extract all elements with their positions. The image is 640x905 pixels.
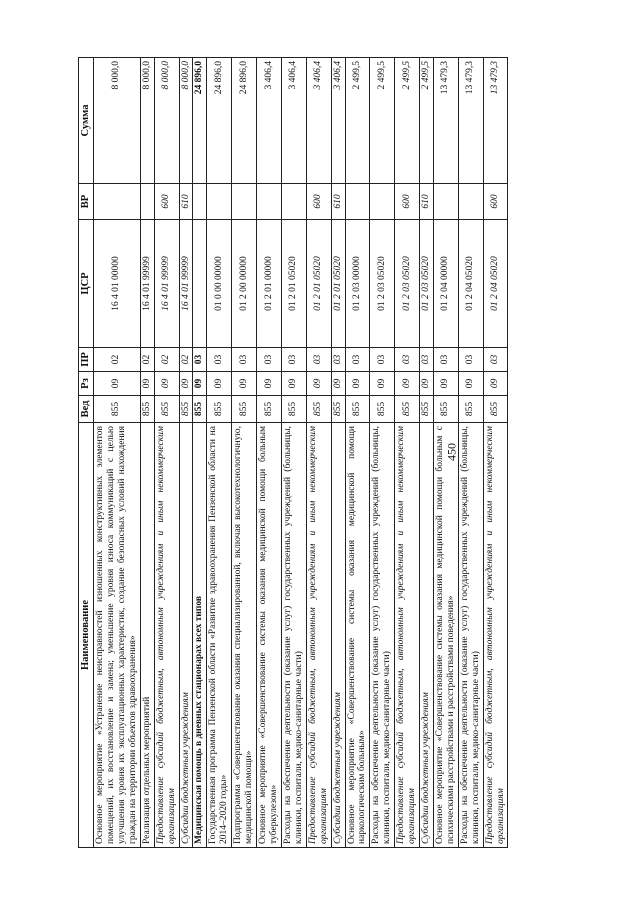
cell-vr: 610 <box>420 184 434 220</box>
cell-pr: 03 <box>433 348 458 372</box>
header-row <box>79 58 94 848</box>
cell-name: Предоставление субсидий бюджетным, автономным учреждениям и иным некоммерческим организациям <box>483 423 508 848</box>
table-body <box>94 58 508 848</box>
table-row <box>433 58 458 848</box>
cell-ved: 855 <box>94 396 141 423</box>
header-csr: ЦСР <box>79 220 94 348</box>
cell-pr: 03 <box>207 348 232 372</box>
header-vr: ВР <box>79 184 94 220</box>
cell-rz: 09 <box>94 372 141 396</box>
cell-csr <box>193 220 207 348</box>
cell-name: Основное мероприятие «Совершенствование системы оказания медицинской помощи больным с психическими расстройствами и расстройствами поведения» <box>433 423 458 848</box>
cell-vr <box>193 184 207 220</box>
table-row <box>306 58 331 848</box>
table-row <box>281 58 306 848</box>
cell-ved: 855 <box>232 396 257 423</box>
cell-sum: 13 479,3 <box>458 58 483 184</box>
cell-pr: 02 <box>179 348 193 372</box>
cell-csr: 16 4 01 99999 <box>140 220 154 348</box>
cell-rz: 09 <box>420 372 434 396</box>
cell-csr: 16 4 01 00000 <box>94 220 141 348</box>
cell-ved: 855 <box>207 396 232 423</box>
cell-rz: 09 <box>207 372 232 396</box>
cell-ved: 855 <box>331 396 345 423</box>
cell-csr: 01 2 03 05020 <box>370 220 395 348</box>
cell-rz: 09 <box>345 372 370 396</box>
table-row <box>331 58 345 848</box>
cell-ved: 855 <box>179 396 193 423</box>
cell-name: Расходы на обеспечение деятельности (оказание услуг) государственных учреждений (больницы, клиники, госпитали, медико-санитарные части) <box>370 423 395 848</box>
cell-pr: 03 <box>306 348 331 372</box>
cell-sum: 24 896,0 <box>232 58 257 184</box>
cell-vr <box>433 184 458 220</box>
cell-csr: 01 2 03 00000 <box>345 220 370 348</box>
cell-ved: 855 <box>257 396 282 423</box>
cell-name: Субсидии бюджетным учреждениям <box>420 423 434 848</box>
cell-name: Субсидии бюджетным учреждениям <box>179 423 193 848</box>
table-row <box>458 58 483 848</box>
cell-rz: 09 <box>193 372 207 396</box>
cell-vr: 600 <box>395 184 420 220</box>
cell-rz: 09 <box>331 372 345 396</box>
table-row <box>207 58 232 848</box>
table-row <box>420 58 434 848</box>
cell-name: Субсидии бюджетным учреждениям <box>331 423 345 848</box>
header-rz: Рз <box>79 372 94 396</box>
table-row <box>232 58 257 848</box>
cell-sum: 3 406,4 <box>257 58 282 184</box>
cell-sum: 8 000,0 <box>94 58 141 184</box>
cell-sum: 2 499,5 <box>420 58 434 184</box>
cell-name: Расходы на обеспечение деятельности (оказание услуг) государственных учреждений (больницы, клиники, госпитали, медико-санитарные части) <box>458 423 483 848</box>
cell-sum: 3 406,4 <box>281 58 306 184</box>
cell-sum: 3 406,4 <box>306 58 331 184</box>
cell-ved: 855 <box>458 396 483 423</box>
cell-csr: 01 0 00 00000 <box>207 220 232 348</box>
cell-csr: 16 4 01 99999 <box>179 220 193 348</box>
cell-sum: 8 000,0 <box>140 58 154 184</box>
cell-vr: 600 <box>154 184 179 220</box>
cell-csr: 01 2 04 00000 <box>433 220 458 348</box>
cell-pr: 03 <box>193 348 207 372</box>
cell-rz: 09 <box>395 372 420 396</box>
cell-name: Предоставление субсидий бюджетным, автономным учреждениям и иным некоммерческим организациям <box>395 423 420 848</box>
cell-ved: 855 <box>395 396 420 423</box>
cell-ved: 855 <box>420 396 434 423</box>
cell-name: Реализация отдельных мероприятий <box>140 423 154 848</box>
cell-csr: 01 2 03 05020 <box>420 220 434 348</box>
table-row <box>154 58 179 848</box>
cell-vr <box>207 184 232 220</box>
cell-rz: 09 <box>179 372 193 396</box>
budget-table <box>78 57 508 848</box>
cell-vr <box>94 184 141 220</box>
header-sum: Сумма <box>79 58 94 184</box>
cell-vr <box>232 184 257 220</box>
cell-vr: 600 <box>306 184 331 220</box>
cell-rz: 09 <box>154 372 179 396</box>
cell-vr: 610 <box>331 184 345 220</box>
cell-name: Предоставление субсидий бюджетным, автономным учреждениям и иным некоммерческим организациям <box>154 423 179 848</box>
cell-pr: 03 <box>458 348 483 372</box>
cell-csr: 01 2 01 05020 <box>331 220 345 348</box>
cell-sum: 13 479,3 <box>483 58 508 184</box>
cell-pr: 02 <box>140 348 154 372</box>
cell-sum: 8 000,0 <box>179 58 193 184</box>
table-row <box>94 58 141 848</box>
cell-pr: 03 <box>232 348 257 372</box>
cell-csr: 01 2 01 05020 <box>306 220 331 348</box>
cell-csr: 01 2 00 00000 <box>232 220 257 348</box>
cell-vr <box>257 184 282 220</box>
cell-ved: 855 <box>306 396 331 423</box>
cell-vr <box>458 184 483 220</box>
cell-sum: 2 499,5 <box>395 58 420 184</box>
cell-sum: 24 896,0 <box>193 58 207 184</box>
table-row <box>370 58 395 848</box>
table-row <box>179 58 193 848</box>
cell-rz: 09 <box>140 372 154 396</box>
cell-rz: 09 <box>232 372 257 396</box>
cell-pr: 02 <box>94 348 141 372</box>
cell-sum: 13 479,3 <box>433 58 458 184</box>
cell-ved: 855 <box>281 396 306 423</box>
page-number: 450 <box>444 443 459 461</box>
cell-rz: 09 <box>306 372 331 396</box>
cell-rz: 09 <box>433 372 458 396</box>
cell-ved: 855 <box>483 396 508 423</box>
header-name: Наименование <box>79 423 94 848</box>
cell-sum: 3 406,4 <box>331 58 345 184</box>
cell-pr: 03 <box>420 348 434 372</box>
cell-name: Основное мероприятие «Совершенствование системы оказания медицинской помощи наркологическим больным» <box>345 423 370 848</box>
cell-vr <box>281 184 306 220</box>
cell-sum: 8 000,0 <box>154 58 179 184</box>
cell-name: Расходы на обеспечение деятельности (оказание услуг) государственных учреждений (больницы, клиники, госпитали, медико-санитарные части) <box>281 423 306 848</box>
cell-vr: 600 <box>483 184 508 220</box>
cell-rz: 09 <box>458 372 483 396</box>
cell-name: Основное мероприятие «Устранение неисправностей изношенных конструктивных элементов помещений, их восстановление и замена; уменьшение уровня износа коммуникаций с целью улучшения уровня их эксплуатационных характеристик, создание безопасных условий нахождения граждан на территории объектов здравоохранения» <box>94 423 141 848</box>
header-pr: ПР <box>79 348 94 372</box>
cell-pr: 03 <box>257 348 282 372</box>
cell-csr: 01 2 01 05020 <box>281 220 306 348</box>
cell-pr: 03 <box>281 348 306 372</box>
cell-csr: 01 2 04 05020 <box>458 220 483 348</box>
cell-sum: 2 499,5 <box>345 58 370 184</box>
cell-ved: 855 <box>193 396 207 423</box>
cell-pr: 03 <box>395 348 420 372</box>
cell-pr: 03 <box>345 348 370 372</box>
cell-pr: 02 <box>154 348 179 372</box>
table-row <box>345 58 370 848</box>
cell-name: Основное мероприятие «Совершенствование системы оказания медицинской помощи больным туберкулезом» <box>257 423 282 848</box>
cell-pr: 03 <box>331 348 345 372</box>
cell-csr: 16 4 01 99999 <box>154 220 179 348</box>
cell-name: Предоставление субсидий бюджетным, автономным учреждениям и иным некоммерческим организациям <box>306 423 331 848</box>
cell-ved: 855 <box>345 396 370 423</box>
header-ved: Вед <box>79 396 94 423</box>
cell-vr: 610 <box>179 184 193 220</box>
table-row <box>257 58 282 848</box>
cell-ved: 855 <box>140 396 154 423</box>
cell-csr: 01 2 01 00000 <box>257 220 282 348</box>
table-row <box>395 58 420 848</box>
cell-name: Медицинская помощь в дневных стационарах всех типов <box>193 423 207 848</box>
cell-vr <box>370 184 395 220</box>
table-row <box>140 58 154 848</box>
cell-rz: 09 <box>257 372 282 396</box>
cell-sum: 2 499,5 <box>370 58 395 184</box>
cell-ved: 855 <box>433 396 458 423</box>
cell-ved: 855 <box>154 396 179 423</box>
table-row <box>193 58 207 848</box>
table-row <box>483 58 508 848</box>
cell-csr: 01 2 04 05020 <box>483 220 508 348</box>
cell-ved: 855 <box>370 396 395 423</box>
cell-pr: 03 <box>370 348 395 372</box>
cell-name: Подпрограмма «Совершенствование оказания специализированной, включая высокотехнологичную, медицинской помощи» <box>232 423 257 848</box>
cell-pr: 03 <box>483 348 508 372</box>
cell-vr <box>140 184 154 220</box>
cell-rz: 09 <box>281 372 306 396</box>
cell-vr <box>345 184 370 220</box>
cell-rz: 09 <box>483 372 508 396</box>
cell-csr: 01 2 03 05020 <box>395 220 420 348</box>
budget-table-rotated <box>78 58 570 848</box>
cell-sum: 24 896,0 <box>207 58 232 184</box>
cell-name: Государственная программа Пензенской области «Развитие здравоохранения Пензенской области на 2014–2020 годы» <box>207 423 232 848</box>
cell-rz: 09 <box>370 372 395 396</box>
